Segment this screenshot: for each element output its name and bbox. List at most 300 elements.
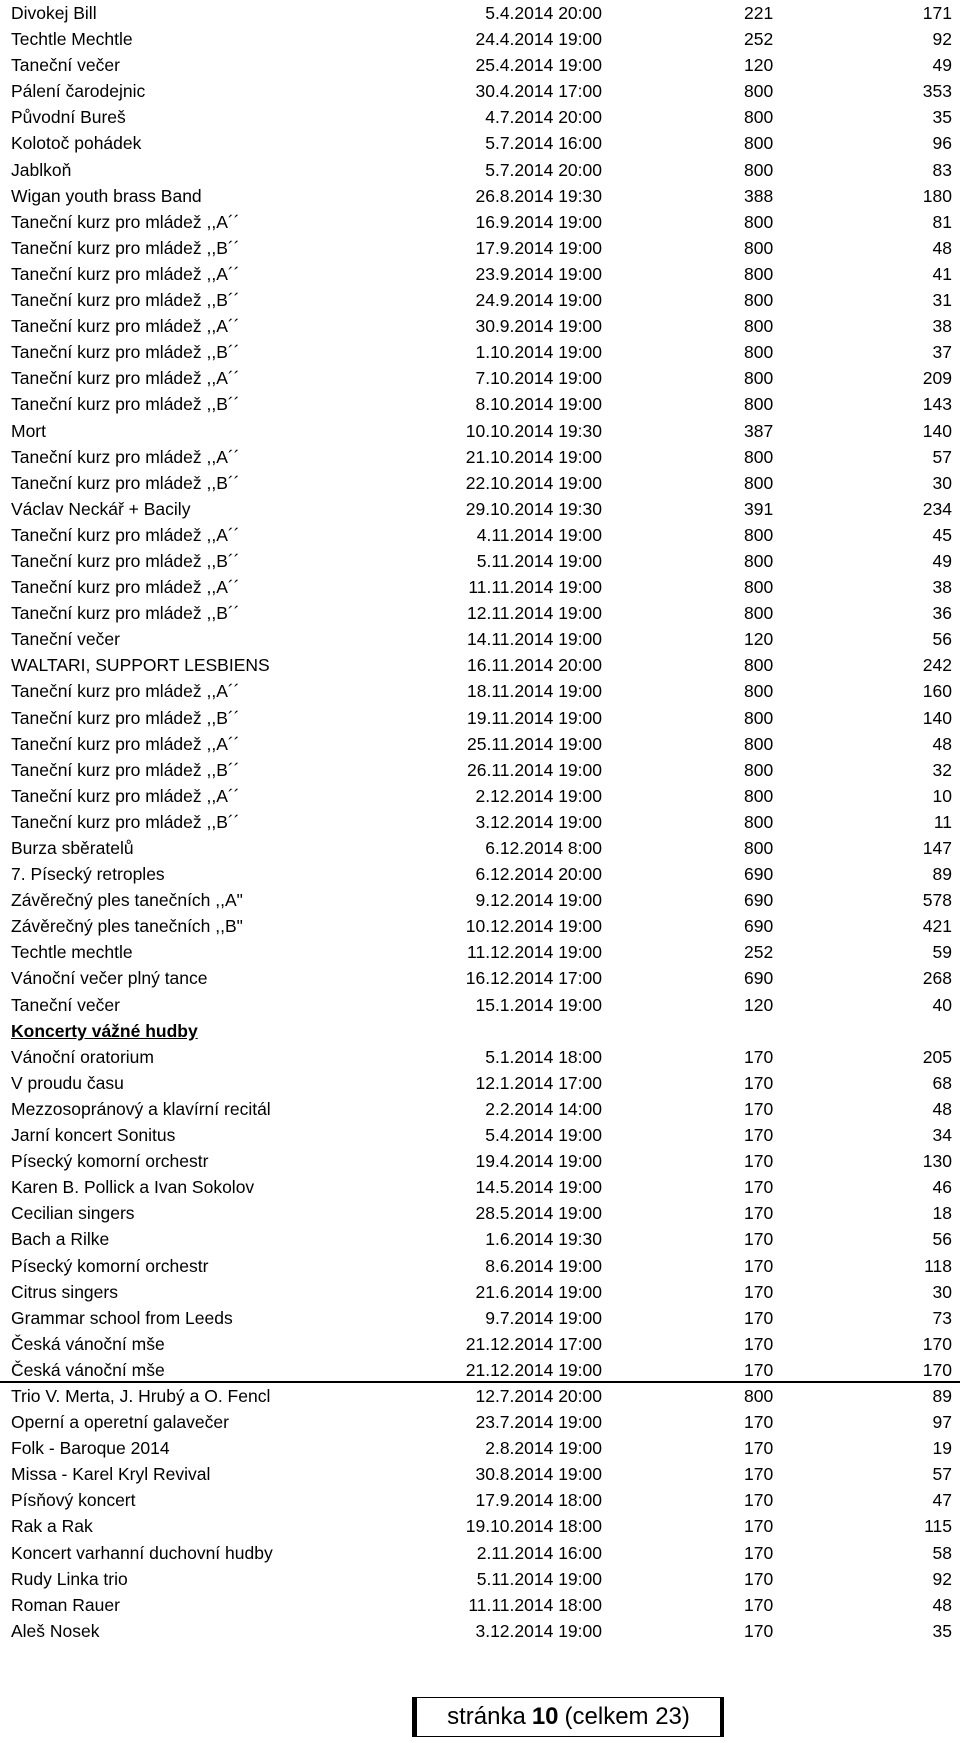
event-date: 2.8.2014 19:00 xyxy=(485,1438,602,1459)
table-row xyxy=(0,157,960,183)
event-attendance: 30 xyxy=(932,1281,952,1302)
table-row xyxy=(0,1200,960,1226)
event-name: Taneční kurz pro mládež ,,B´´ xyxy=(11,550,240,571)
event-capacity: 170 xyxy=(744,1594,774,1615)
event-capacity: 800 xyxy=(744,237,774,258)
event-date: 19.4.2014 19:00 xyxy=(475,1151,602,1172)
event-date: 5.11.2014 19:00 xyxy=(476,550,602,571)
event-attendance: 421 xyxy=(922,916,952,937)
event-name: Divokej Bill xyxy=(11,3,97,23)
event-attendance: 130 xyxy=(922,1151,952,1172)
table-row xyxy=(0,104,960,130)
event-attendance: 81 xyxy=(932,211,952,232)
event-attendance: 234 xyxy=(922,498,952,519)
event-attendance: 118 xyxy=(924,1255,952,1276)
event-capacity: 800 xyxy=(744,603,774,624)
event-date: 24.4.2014 19:00 xyxy=(475,29,602,50)
event-name: Roman Rauer xyxy=(11,1594,120,1615)
event-capacity: 690 xyxy=(744,864,774,885)
table-row xyxy=(0,678,960,704)
event-capacity: 221 xyxy=(744,3,774,23)
table-row xyxy=(0,261,960,287)
event-date: 16.11.2014 20:00 xyxy=(467,655,602,676)
event-date: 18.11.2014 19:00 xyxy=(467,681,602,702)
event-name: Rak a Rak xyxy=(11,1516,93,1537)
event-date: 9.12.2014 19:00 xyxy=(475,890,602,911)
event-attendance: 57 xyxy=(932,446,952,467)
event-attendance: 143 xyxy=(922,394,952,415)
event-date: 1.6.2014 19:30 xyxy=(485,1229,602,1250)
event-date: 30.8.2014 19:00 xyxy=(475,1464,602,1485)
event-capacity: 690 xyxy=(744,916,774,937)
event-date: 6.12.2014 20:00 xyxy=(475,864,602,885)
table-row xyxy=(0,861,960,887)
event-attendance: 92 xyxy=(932,29,952,50)
event-name: Kolotoč pohádek xyxy=(11,133,142,154)
event-capacity: 800 xyxy=(744,838,774,858)
table-row xyxy=(0,1357,960,1383)
event-date: 3.12.2014 19:00 xyxy=(475,811,602,832)
event-name: Taneční kurz pro mládež ,,B´´ xyxy=(11,394,240,415)
event-date: 26.8.2014 19:30 xyxy=(475,185,602,206)
event-name: Vánoční večer plný tance xyxy=(11,968,208,989)
table-row xyxy=(0,1618,960,1644)
event-name: Operní a operetní galavečer xyxy=(11,1412,229,1433)
event-capacity: 170 xyxy=(744,1281,774,1302)
event-date: 16.12.2014 17:00 xyxy=(465,968,602,989)
event-date: 21.6.2014 19:00 xyxy=(475,1281,602,1302)
event-name: Česká vánoční mše xyxy=(11,1333,165,1354)
event-name: V proudu času xyxy=(11,1072,124,1093)
event-capacity: 800 xyxy=(744,133,774,154)
event-name: Taneční kurz pro mládež ,,B´´ xyxy=(11,707,240,728)
table-row xyxy=(0,652,960,678)
event-attendance: 268 xyxy=(922,968,952,989)
event-name: Grammar school from Leeds xyxy=(11,1307,233,1328)
event-attendance: 10 xyxy=(932,785,952,806)
event-name: Taneční kurz pro mládež ,,B´´ xyxy=(11,811,240,832)
table-row xyxy=(0,757,960,783)
event-name: Techtle Mechtle xyxy=(11,29,133,50)
event-attendance: 56 xyxy=(932,1229,952,1250)
table-row xyxy=(0,600,960,626)
event-capacity: 800 xyxy=(744,550,774,571)
event-name: Trio V. Merta, J. Hrubý a O. Fencl xyxy=(11,1385,271,1406)
event-attendance: 56 xyxy=(932,629,952,650)
event-capacity: 120 xyxy=(744,994,774,1015)
event-attendance: 57 xyxy=(932,1464,952,1485)
event-capacity: 170 xyxy=(744,1203,774,1224)
event-date: 5.7.2014 16:00 xyxy=(485,133,602,154)
event-date: 11.11.2014 18:00 xyxy=(468,1594,602,1615)
event-attendance: 170 xyxy=(922,1333,952,1354)
event-name: Taneční kurz pro mládež ,,A´´ xyxy=(11,524,240,545)
event-date: 26.11.2014 19:00 xyxy=(467,759,602,780)
table-row xyxy=(0,522,960,548)
event-date: 21.12.2014 17:00 xyxy=(465,1333,602,1354)
event-attendance: 38 xyxy=(932,577,952,598)
event-name: Původní Bureš xyxy=(11,107,126,128)
event-capacity: 690 xyxy=(744,890,774,911)
event-name: Závěrečný ples tanečních ,,B" xyxy=(11,916,243,937)
table-row xyxy=(0,809,960,835)
event-attendance: 49 xyxy=(932,55,952,76)
table-row xyxy=(0,1540,960,1566)
event-name: Taneční kurz pro mládež ,,B´´ xyxy=(11,472,240,493)
event-capacity: 387 xyxy=(744,420,774,441)
event-name: Mezzosopránový a klavírní recitál xyxy=(11,1098,271,1119)
event-capacity: 800 xyxy=(744,707,774,728)
event-attendance: 97 xyxy=(932,1412,952,1433)
table-row xyxy=(0,1461,960,1487)
event-name: Cecilian singers xyxy=(11,1203,135,1224)
event-capacity: 170 xyxy=(744,1438,774,1459)
table-row xyxy=(0,1331,960,1357)
event-date: 21.10.2014 19:00 xyxy=(465,446,602,467)
table-row xyxy=(0,1409,960,1435)
event-date: 2.12.2014 19:00 xyxy=(475,785,602,806)
event-name: Taneční kurz pro mládež ,,A´´ xyxy=(11,785,240,806)
table-row xyxy=(0,1279,960,1305)
event-attendance: 96 xyxy=(932,133,952,154)
event-capacity: 120 xyxy=(744,629,774,650)
event-capacity: 170 xyxy=(744,1490,774,1511)
event-date: 12.11.2014 19:00 xyxy=(467,603,602,624)
table-row xyxy=(0,1513,960,1539)
event-capacity: 800 xyxy=(744,446,774,467)
event-name: Taneční večer xyxy=(11,629,120,650)
table-row xyxy=(0,313,960,339)
event-date: 2.11.2014 16:00 xyxy=(476,1542,602,1563)
event-attendance: 58 xyxy=(932,1542,952,1563)
event-name: Jablkoň xyxy=(11,159,72,180)
table-row xyxy=(0,626,960,652)
table-row xyxy=(0,1226,960,1252)
table-row xyxy=(0,835,960,861)
event-name: Taneční večer xyxy=(11,994,120,1015)
event-date: 30.4.2014 17:00 xyxy=(475,81,602,102)
event-attendance: 47 xyxy=(932,1490,952,1511)
event-attendance: 49 xyxy=(932,550,952,571)
event-date: 11.12.2014 19:00 xyxy=(467,942,602,963)
event-date: 10.12.2014 19:00 xyxy=(465,916,602,937)
event-name: Techtle mechtle xyxy=(11,942,133,963)
table-row xyxy=(0,1383,960,1409)
event-name: Taneční kurz pro mládež ,,A´´ xyxy=(11,733,240,754)
event-attendance: 41 xyxy=(932,263,952,284)
event-name: Vánoční oratorium xyxy=(11,1046,154,1067)
page-footer xyxy=(412,1697,724,1737)
table-row xyxy=(0,1148,960,1174)
event-date: 7.10.2014 19:00 xyxy=(475,368,602,389)
event-capacity: 800 xyxy=(744,577,774,598)
event-name: Taneční kurz pro mládež ,,A´´ xyxy=(11,316,240,337)
event-capacity: 800 xyxy=(744,81,774,102)
event-attendance: 48 xyxy=(932,1098,952,1119)
event-date: 5.7.2014 20:00 xyxy=(485,159,602,180)
event-capacity: 170 xyxy=(744,1098,774,1119)
table-row xyxy=(0,731,960,757)
event-name: Missa - Karel Kryl Revival xyxy=(11,1464,211,1485)
table-row xyxy=(0,444,960,470)
event-name: Folk - Baroque 2014 xyxy=(11,1438,170,1459)
event-name: Aleš Nosek xyxy=(11,1620,100,1641)
event-attendance: 38 xyxy=(932,316,952,337)
event-capacity: 800 xyxy=(744,342,774,363)
event-date: 5.4.2014 20:00 xyxy=(485,3,602,23)
table-row xyxy=(0,705,960,731)
event-attendance: 578 xyxy=(922,890,952,911)
event-name: Wigan youth brass Band xyxy=(11,185,202,206)
event-capacity: 800 xyxy=(744,524,774,545)
table-row xyxy=(0,1592,960,1618)
event-attendance: 45 xyxy=(932,524,952,545)
table-row xyxy=(0,496,960,522)
table-row xyxy=(0,1305,960,1331)
event-date: 9.7.2014 19:00 xyxy=(485,1307,602,1328)
table-row xyxy=(0,78,960,104)
table-row xyxy=(0,287,960,313)
table-row xyxy=(0,992,960,1018)
event-capacity: 170 xyxy=(744,1464,774,1485)
event-date: 10.10.2014 19:30 xyxy=(465,420,602,441)
event-capacity: 800 xyxy=(744,368,774,389)
event-attendance: 48 xyxy=(932,1594,952,1615)
event-capacity: 170 xyxy=(744,1542,774,1563)
event-capacity: 800 xyxy=(744,759,774,780)
event-attendance: 35 xyxy=(932,107,952,128)
event-capacity: 170 xyxy=(744,1568,774,1589)
event-capacity: 800 xyxy=(744,733,774,754)
event-name: Bach a Rilke xyxy=(11,1229,110,1250)
event-capacity: 170 xyxy=(744,1177,774,1198)
event-capacity: 170 xyxy=(744,1516,774,1537)
event-attendance: 68 xyxy=(932,1072,952,1093)
event-capacity: 252 xyxy=(744,29,774,50)
event-date: 8.6.2014 19:00 xyxy=(485,1255,602,1276)
event-date: 1.10.2014 19:00 xyxy=(475,342,602,363)
page-label: stránka xyxy=(447,1703,526,1730)
event-capacity: 252 xyxy=(744,942,774,963)
event-name: Česká vánoční mše xyxy=(11,1359,165,1380)
event-capacity: 800 xyxy=(744,290,774,311)
event-attendance: 11 xyxy=(933,811,952,832)
event-capacity: 170 xyxy=(744,1307,774,1328)
event-date: 12.7.2014 20:00 xyxy=(475,1385,602,1406)
event-attendance: 48 xyxy=(932,237,952,258)
event-attendance: 140 xyxy=(922,707,952,728)
event-name: Koncerty vážné hudby xyxy=(11,1020,198,1041)
page-number: 10 xyxy=(531,1703,559,1730)
event-attendance: 147 xyxy=(922,838,952,858)
event-capacity: 170 xyxy=(744,1125,774,1146)
event-name: Závěrečný ples tanečních ,,A" xyxy=(11,890,243,911)
table-row xyxy=(0,1566,960,1592)
table-row xyxy=(0,26,960,52)
event-name: Písecký komorní orchestr xyxy=(11,1151,209,1172)
event-attendance: 140 xyxy=(922,420,952,441)
event-capacity: 388 xyxy=(744,185,774,206)
event-attendance: 31 xyxy=(932,290,952,311)
event-attendance: 89 xyxy=(932,1385,952,1406)
event-capacity: 800 xyxy=(744,811,774,832)
event-attendance: 46 xyxy=(932,1177,952,1198)
event-capacity: 170 xyxy=(744,1255,774,1276)
event-attendance: 32 xyxy=(932,759,952,780)
event-date: 24.9.2014 19:00 xyxy=(475,290,602,311)
event-date: 22.10.2014 19:00 xyxy=(465,472,602,493)
event-name: 7. Písecký retroples xyxy=(11,864,165,885)
table-row xyxy=(0,1487,960,1513)
event-date: 19.10.2014 18:00 xyxy=(465,1516,602,1537)
event-attendance: 92 xyxy=(932,1568,952,1589)
event-date: 3.12.2014 19:00 xyxy=(475,1620,602,1641)
table-row xyxy=(0,209,960,235)
event-attendance: 19 xyxy=(932,1438,952,1459)
event-name: Taneční kurz pro mládež ,,A´´ xyxy=(11,446,240,467)
event-date: 25.4.2014 19:00 xyxy=(475,55,602,76)
event-attendance: 89 xyxy=(932,864,952,885)
event-capacity: 800 xyxy=(744,159,774,180)
table-row xyxy=(0,1435,960,1461)
event-name: Václav Neckář + Bacily xyxy=(11,498,191,519)
event-name: Taneční kurz pro mládež ,,A´´ xyxy=(11,368,240,389)
table-row xyxy=(0,391,960,417)
event-attendance: 18 xyxy=(932,1203,952,1224)
event-name: Písňový koncert xyxy=(11,1490,136,1511)
event-attendance: 59 xyxy=(932,942,952,963)
event-capacity: 800 xyxy=(744,316,774,337)
event-attendance: 209 xyxy=(922,368,952,389)
event-name: Pálení čarodejnic xyxy=(11,81,146,102)
event-attendance: 160 xyxy=(922,681,952,702)
event-name: Taneční kurz pro mládež ,,B´´ xyxy=(11,342,240,363)
event-attendance: 353 xyxy=(922,81,952,102)
event-date: 23.9.2014 19:00 xyxy=(475,263,602,284)
event-attendance: 35 xyxy=(932,1620,952,1641)
event-name: Taneční kurz pro mládež ,,B´´ xyxy=(11,759,240,780)
table-row xyxy=(0,0,960,26)
table-row xyxy=(0,235,960,261)
event-capacity: 170 xyxy=(744,1412,774,1433)
event-name: Burza sběratelů xyxy=(11,838,134,858)
event-date: 30.9.2014 19:00 xyxy=(475,316,602,337)
event-date: 4.11.2014 19:00 xyxy=(476,524,602,545)
event-date: 4.7.2014 20:00 xyxy=(485,107,602,128)
event-date: 8.10.2014 19:00 xyxy=(475,394,602,415)
table-row xyxy=(0,339,960,365)
table-row xyxy=(0,783,960,809)
table-row xyxy=(0,965,960,991)
event-date: 17.9.2014 19:00 xyxy=(475,237,602,258)
event-date: 5.4.2014 19:00 xyxy=(485,1125,602,1146)
table-row xyxy=(0,1070,960,1096)
event-capacity: 170 xyxy=(744,1046,774,1067)
event-attendance: 48 xyxy=(932,733,952,754)
event-attendance: 115 xyxy=(924,1516,952,1537)
event-capacity: 800 xyxy=(744,263,774,284)
event-name: Písecký komorní orchestr xyxy=(11,1255,209,1276)
event-attendance: 40 xyxy=(932,994,952,1015)
event-attendance: 30 xyxy=(932,472,952,493)
table-row xyxy=(0,548,960,574)
event-attendance: 242 xyxy=(922,655,952,676)
event-date: 16.9.2014 19:00 xyxy=(475,211,602,232)
event-date: 23.7.2014 19:00 xyxy=(475,1412,602,1433)
event-name: Taneční večer xyxy=(11,55,120,76)
table-row xyxy=(0,939,960,965)
event-name: Karen B. Pollick a Ivan Sokolov xyxy=(11,1177,255,1198)
table-row xyxy=(0,183,960,209)
event-name: Taneční kurz pro mládež ,,A´´ xyxy=(11,681,240,702)
event-capacity: 800 xyxy=(744,211,774,232)
event-attendance: 34 xyxy=(932,1125,952,1146)
event-capacity: 170 xyxy=(744,1620,774,1641)
event-date: 2.2.2014 14:00 xyxy=(485,1098,602,1119)
event-capacity: 800 xyxy=(744,107,774,128)
event-capacity: 800 xyxy=(744,472,774,493)
table-row xyxy=(0,470,960,496)
event-attendance: 83 xyxy=(932,159,952,180)
event-date: 21.12.2014 19:00 xyxy=(465,1359,602,1380)
event-name: WALTARI, SUPPORT LESBIENS xyxy=(11,655,270,676)
event-capacity: 800 xyxy=(744,785,774,806)
table-row xyxy=(0,418,960,444)
event-attendance: 73 xyxy=(932,1307,952,1328)
event-name: Jarní koncert Sonitus xyxy=(11,1125,176,1146)
event-date: 14.11.2014 19:00 xyxy=(467,629,602,650)
event-name: Taneční kurz pro mládež ,,B´´ xyxy=(11,603,240,624)
event-name: Taneční kurz pro mládež ,,A´´ xyxy=(11,577,240,598)
event-capacity: 800 xyxy=(744,394,774,415)
table-row xyxy=(0,365,960,391)
event-date: 25.11.2014 19:00 xyxy=(467,733,602,754)
event-name: Taneční kurz pro mládež ,,B´´ xyxy=(11,290,240,311)
event-name: Rudy Linka trio xyxy=(11,1568,128,1589)
event-date: 12.1.2014 17:00 xyxy=(475,1072,602,1093)
table-row xyxy=(0,1122,960,1148)
event-attendance: 37 xyxy=(932,342,952,363)
event-attendance: 36 xyxy=(932,603,952,624)
section-heading xyxy=(0,1018,960,1044)
table-row xyxy=(0,130,960,156)
event-name: Taneční kurz pro mládež ,,B´´ xyxy=(11,237,240,258)
event-date: 19.11.2014 19:00 xyxy=(467,707,602,728)
event-capacity: 170 xyxy=(744,1072,774,1093)
event-capacity: 800 xyxy=(744,1385,774,1406)
event-capacity: 170 xyxy=(744,1333,774,1354)
event-attendance: 180 xyxy=(922,185,952,206)
event-capacity: 170 xyxy=(744,1359,774,1380)
event-name: Citrus singers xyxy=(11,1281,118,1302)
table-row xyxy=(0,1253,960,1279)
event-attendance: 205 xyxy=(922,1046,952,1067)
event-name: Koncert varhanní duchovní hudby xyxy=(11,1542,273,1563)
event-capacity: 120 xyxy=(744,55,774,76)
event-date: 17.9.2014 18:00 xyxy=(475,1490,602,1511)
event-date: 14.5.2014 19:00 xyxy=(475,1177,602,1198)
page-total: (celkem 23) xyxy=(564,1703,690,1730)
event-capacity: 170 xyxy=(744,1151,774,1172)
table-row xyxy=(0,1096,960,1122)
event-capacity: 800 xyxy=(744,655,774,676)
event-date: 6.12.2014 8:00 xyxy=(485,838,602,858)
table-row xyxy=(0,1044,960,1070)
event-name: Mort xyxy=(11,420,46,441)
table-row xyxy=(0,574,960,600)
event-name: Taneční kurz pro mládež ,,A´´ xyxy=(11,211,240,232)
table-row xyxy=(0,52,960,78)
